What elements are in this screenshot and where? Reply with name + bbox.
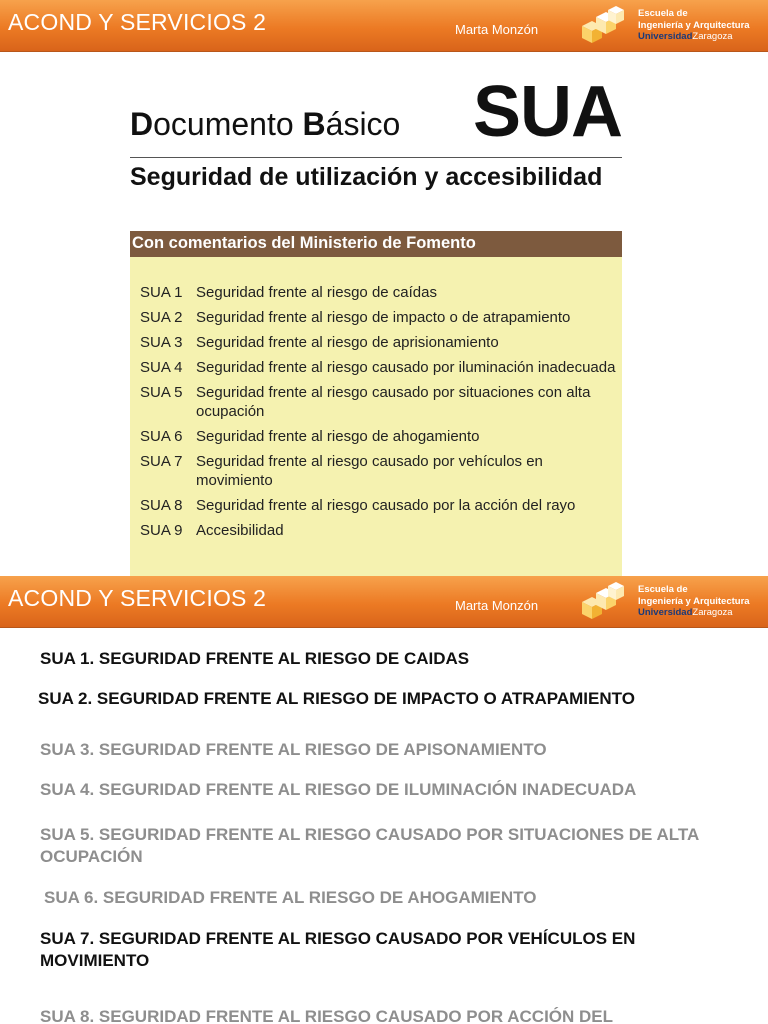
sua-2-heading: SUA 2. SEGURIDAD FRENTE AL RIESGO DE IMPACTO O ATRAPAMIENTO bbox=[38, 689, 635, 708]
slide-header bbox=[0, 576, 768, 628]
course-title: ACOND Y SERVICIOS 2 bbox=[8, 585, 267, 611]
logo-line-2: Ingeniería y Arquitectura bbox=[638, 19, 750, 31]
logo-line-1: Escuela de bbox=[638, 8, 688, 19]
list-item: SUA 8 Seguridad frente al riesgo causado por la acción del rayo bbox=[140, 497, 576, 514]
sua-5-heading: SUA 5. SEGURIDAD FRENTE AL RIESGO CAUSADO POR SITUACIONES DE ALTA OCUPACIÓN bbox=[40, 825, 699, 866]
sua-3-heading: SUA 3. SEGURIDAD FRENTE AL RIESGO DE APISONAMIENTO bbox=[40, 740, 547, 759]
list-item: SUA 9 Accesibilidad bbox=[140, 522, 284, 539]
logo-line-3b: Zaragoza bbox=[692, 607, 733, 618]
document-title-text: Documento Básico bbox=[130, 106, 401, 142]
university-cubes-logo-icon bbox=[578, 4, 628, 48]
university-logo-text bbox=[638, 8, 766, 43]
slide-header bbox=[0, 0, 768, 52]
logo-line-3a: Universidad bbox=[638, 607, 693, 618]
university-logo-text bbox=[638, 584, 766, 619]
list-item: SUA 6 Seguridad frente al riesgo de ahogamiento bbox=[140, 428, 480, 445]
university-cubes-logo-icon bbox=[578, 580, 628, 624]
list-item: SUA 5 Seguridad frente al riesgo causado por situaciones con alta ocupación bbox=[140, 384, 591, 420]
document-title bbox=[130, 72, 622, 158]
logo-line-1: Escuela de bbox=[638, 584, 688, 595]
document-title-sua: SUA bbox=[472, 72, 622, 152]
ministry-comments-band: Con comentarios del Ministerio de Fomento bbox=[130, 231, 622, 257]
list-item: SUA 4 Seguridad frente al riesgo causado por iluminación inadecuada bbox=[140, 359, 616, 376]
sua-section-list bbox=[130, 257, 622, 576]
sua-1-heading: SUA 1. SEGURIDAD FRENTE AL RIESGO DE CAIDAS bbox=[40, 649, 470, 668]
list-item: SUA 1 Seguridad frente al riesgo de caídas bbox=[140, 284, 437, 301]
logo-line-2: Ingeniería y Arquitectura bbox=[638, 595, 750, 607]
list-item: SUA 7 Seguridad frente al riesgo causado por vehículos en movimiento bbox=[140, 453, 543, 489]
author-name: Marta Monzón bbox=[455, 22, 539, 37]
logo-line-3b: Zaragoza bbox=[692, 31, 733, 42]
list-item: SUA 3 Seguridad frente al riesgo de aprisionamiento bbox=[140, 334, 499, 351]
sua-8-heading: SUA 8. SEGURIDAD FRENTE AL RIESGO CAUSADO POR ACCIÓN DEL bbox=[40, 1007, 614, 1024]
logo-line-3a: Universidad bbox=[638, 31, 693, 42]
course-title: ACOND Y SERVICIOS 2 bbox=[8, 9, 267, 35]
list-item: SUA 2 Seguridad frente al riesgo de impacto o de atrapamiento bbox=[140, 309, 571, 326]
author-name: Marta Monzón bbox=[455, 598, 539, 613]
document-subtitle: Seguridad de utilización y accesibilidad bbox=[130, 163, 603, 191]
sua-7-heading: SUA 7. SEGURIDAD FRENTE AL RIESGO CAUSADO POR VEHÍCULOS EN MOVIMIENTO bbox=[40, 929, 636, 970]
sua-6-heading: SUA 6. SEGURIDAD FRENTE AL RIESGO DE AHOGAMIENTO bbox=[44, 888, 537, 907]
slide-sua-index bbox=[0, 576, 768, 1024]
sua-4-heading: SUA 4. SEGURIDAD FRENTE AL RIESGO DE ILUMINACIÓN INADECUADA bbox=[40, 780, 637, 799]
